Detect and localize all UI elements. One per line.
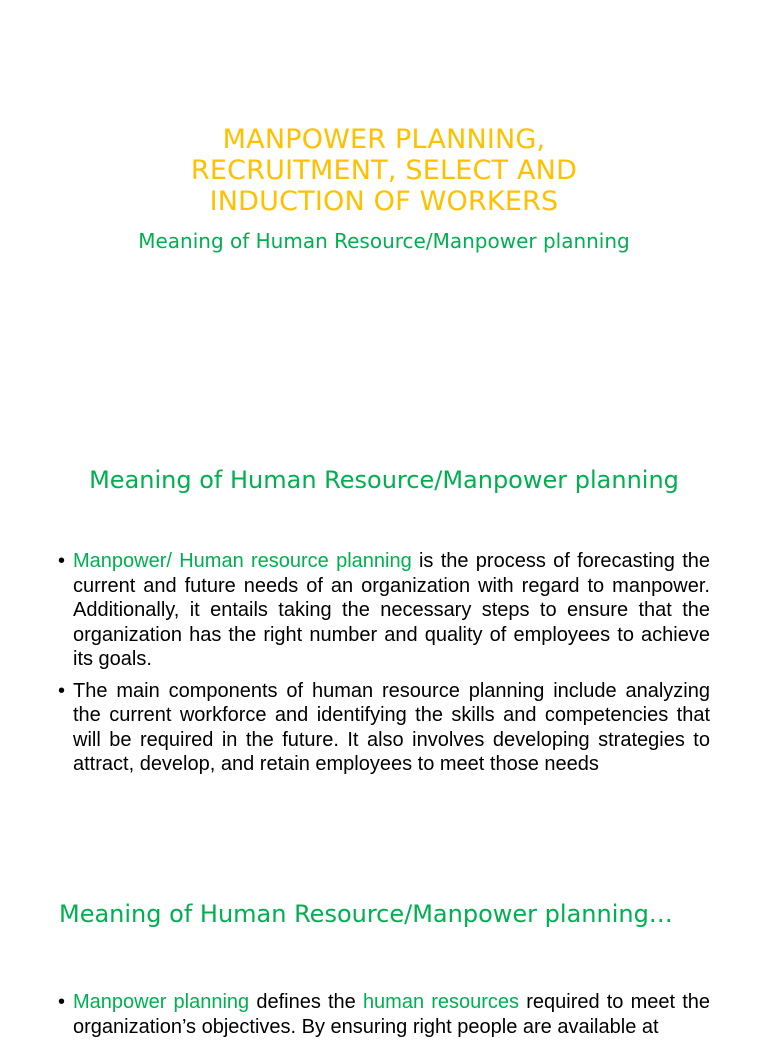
slide1-title-line: RECRUITMENT, SELECT AND	[190, 155, 578, 186]
slide3-bullet-list	[58, 990, 710, 1046]
bullet-text: required to meet the organization’s objectives. By ensuring right people are available at	[73, 991, 711, 1038]
slide1-title	[0, 124, 768, 217]
slide1-title-line: MANPOWER PLANNING,	[222, 124, 546, 155]
bullet-text: is the process of forecasting the current and future needs of an organization with regard to manpower. Additionally, it entails taking the necessary steps to ensure that the organization has the right number and quality of employees to achieve its goals.	[73, 550, 710, 670]
bullet-text: The main components of human resource planning include analyzing the current workforce and identifying the skills and competencies that will be required in the future. It also involves developing strategies to attract, develop, and retain employees to meet those needs	[73, 679, 710, 775]
highlight-term: Manpower/ Human resource planning	[73, 550, 412, 572]
slide3-heading: Meaning of Human Resource/Manpower planning…	[59, 900, 673, 928]
slide1-subtitle: Meaning of Human Resource/Manpower planning	[138, 229, 630, 253]
bullet-icon: •	[58, 550, 66, 572]
slide2-bullet-list	[58, 549, 710, 784]
highlight-term: Manpower planning	[73, 991, 250, 1013]
slide1-title-line: INDUCTION OF WORKERS	[209, 186, 559, 217]
slide2-heading: Meaning of Human Resource/Manpower planning	[89, 466, 679, 494]
bullet-icon: •	[58, 679, 66, 702]
slide2-bullet-2	[58, 679, 710, 777]
highlight-term: human resources	[362, 991, 520, 1013]
slide3-bullet-1	[58, 990, 710, 1039]
slide2-bullet-1	[58, 549, 710, 672]
bullet-text: defines the	[249, 991, 363, 1013]
bullet-icon: •	[58, 991, 66, 1013]
